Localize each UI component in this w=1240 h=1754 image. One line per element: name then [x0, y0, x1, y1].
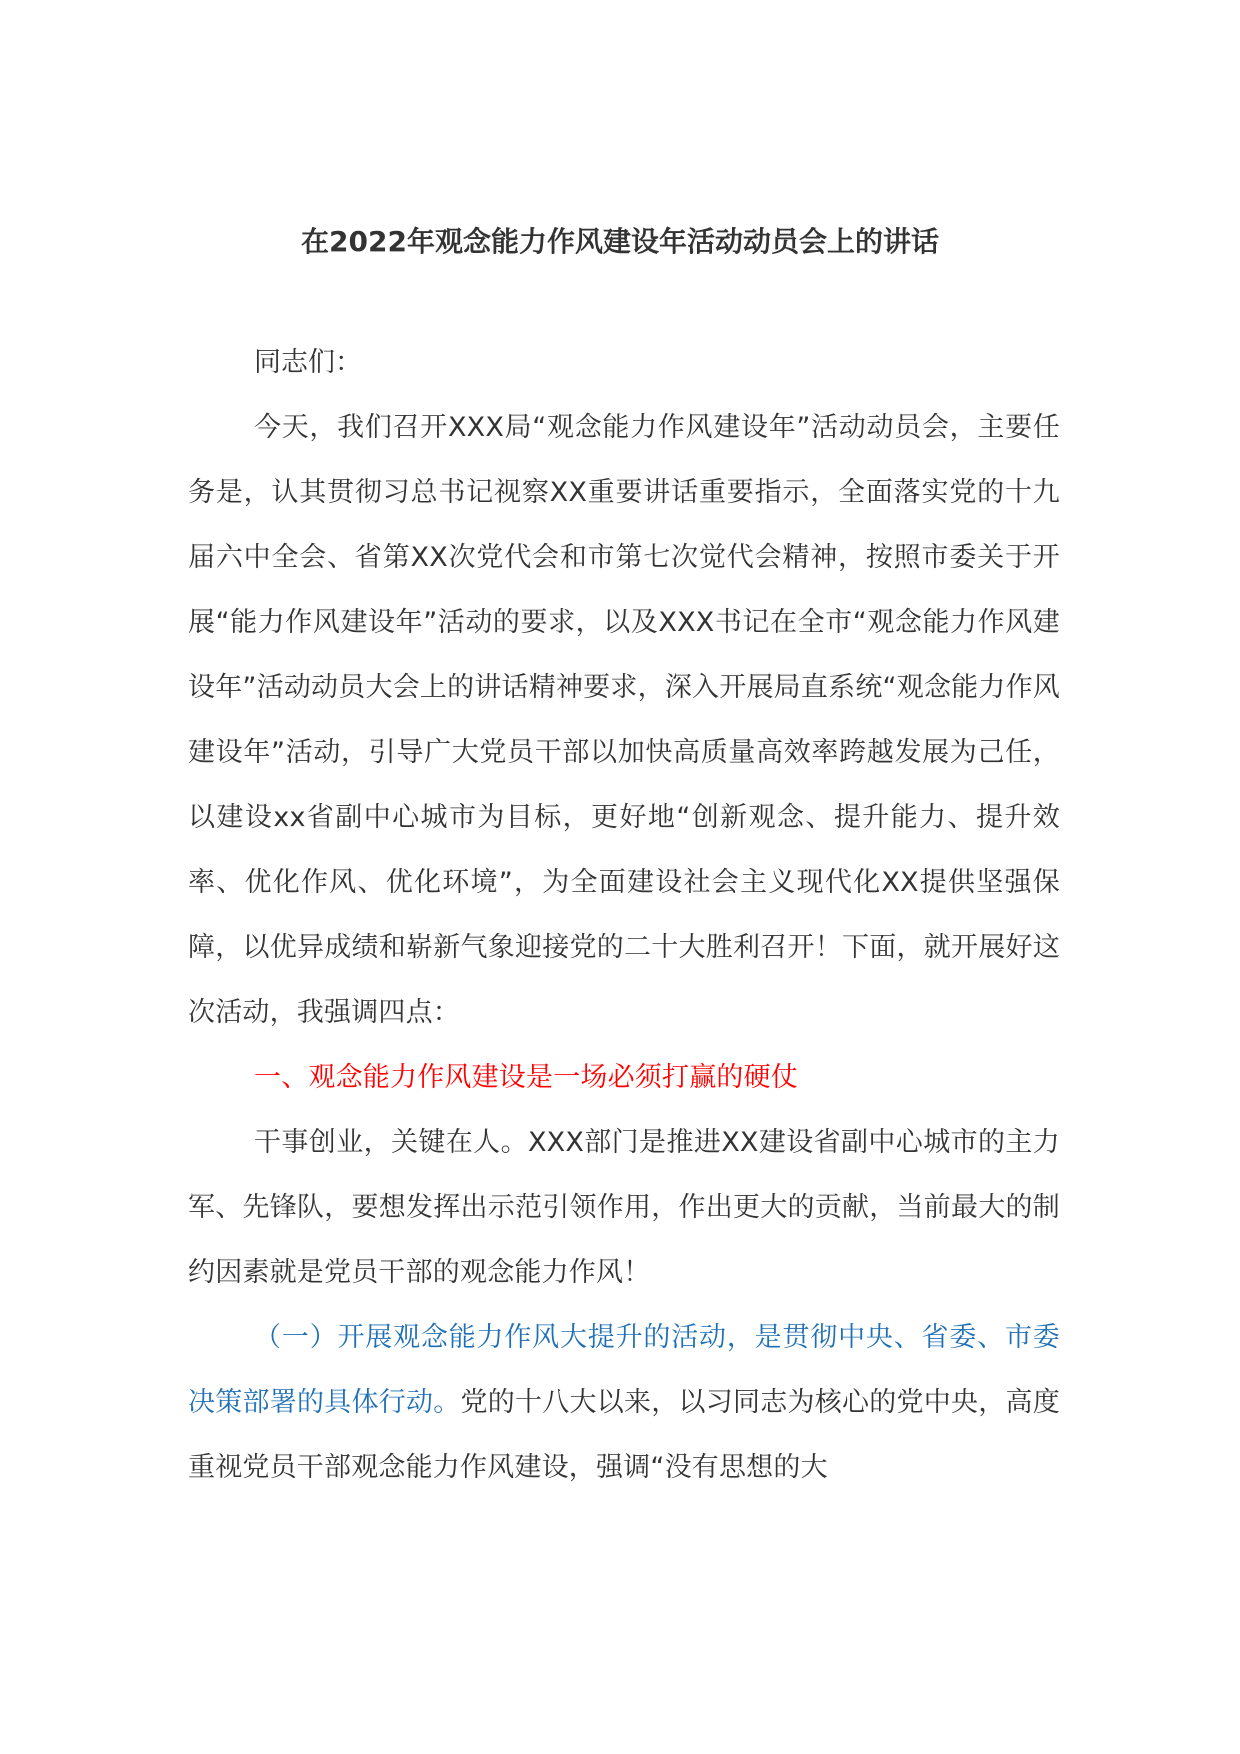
paragraph-subsection-1-text: 党的十八大以来，以习同志为核心的党中央，高度重视党员干部观念能力作风建设，强调“没有思想的大: [188, 1387, 1060, 1483]
subsection-heading-1: （一）开展观念能力作风大提升的活动，是贯彻中央、省委、市委决策部署的具体行动。: [188, 1322, 1060, 1418]
salutation: 同志们：: [254, 347, 362, 378]
document-title: 在2022年观念能力作风建设年活动动员会上的讲话: [301, 225, 939, 258]
document-body: [188, 330, 1060, 1500]
paragraph-intro: 今天，我们召开XXX局“观念能力作风建设年”活动动员会，主要任务是，认其贯彻习总书记视察XX重要讲话重要指示，全面落实党的十九届六中全会、省第XX次党代会和市第七次觉代会精神，按照市委关于开展“能力作风建设年”活动的要求，以及XXX书记在全市“观念能力作风建设年”活动动员大会上的讲话精神要求，深入开展局直系统“观念能力作风建设年”活动，引导广大党员干部以加快高质量高效率跨越发展为己任，以建设xx省副中心城市为目标，更好地“创新观念、提升能力、提升效率、优化作风、优化环境”，为全面建设社会主义现代化XX提供坚强保障，以优异成绩和崭新气象迎接党的二十大胜利召开！下面，就开展好这次活动，我强调四点：: [188, 412, 1060, 1028]
paragraph-section-1: 干事创业，关键在人。XXX部门是推进XX建设省副中心城市的主力军、先锋队，要想发挥出示范引领作用，作出更大的贡献，当前最大的制约因素就是党员干部的观念能力作风！: [188, 1127, 1060, 1288]
paragraph-subsection-1: [188, 1305, 1060, 1500]
section-heading-1: 一、观念能力作风建设是一场必须打赢的硬仗: [254, 1062, 798, 1093]
